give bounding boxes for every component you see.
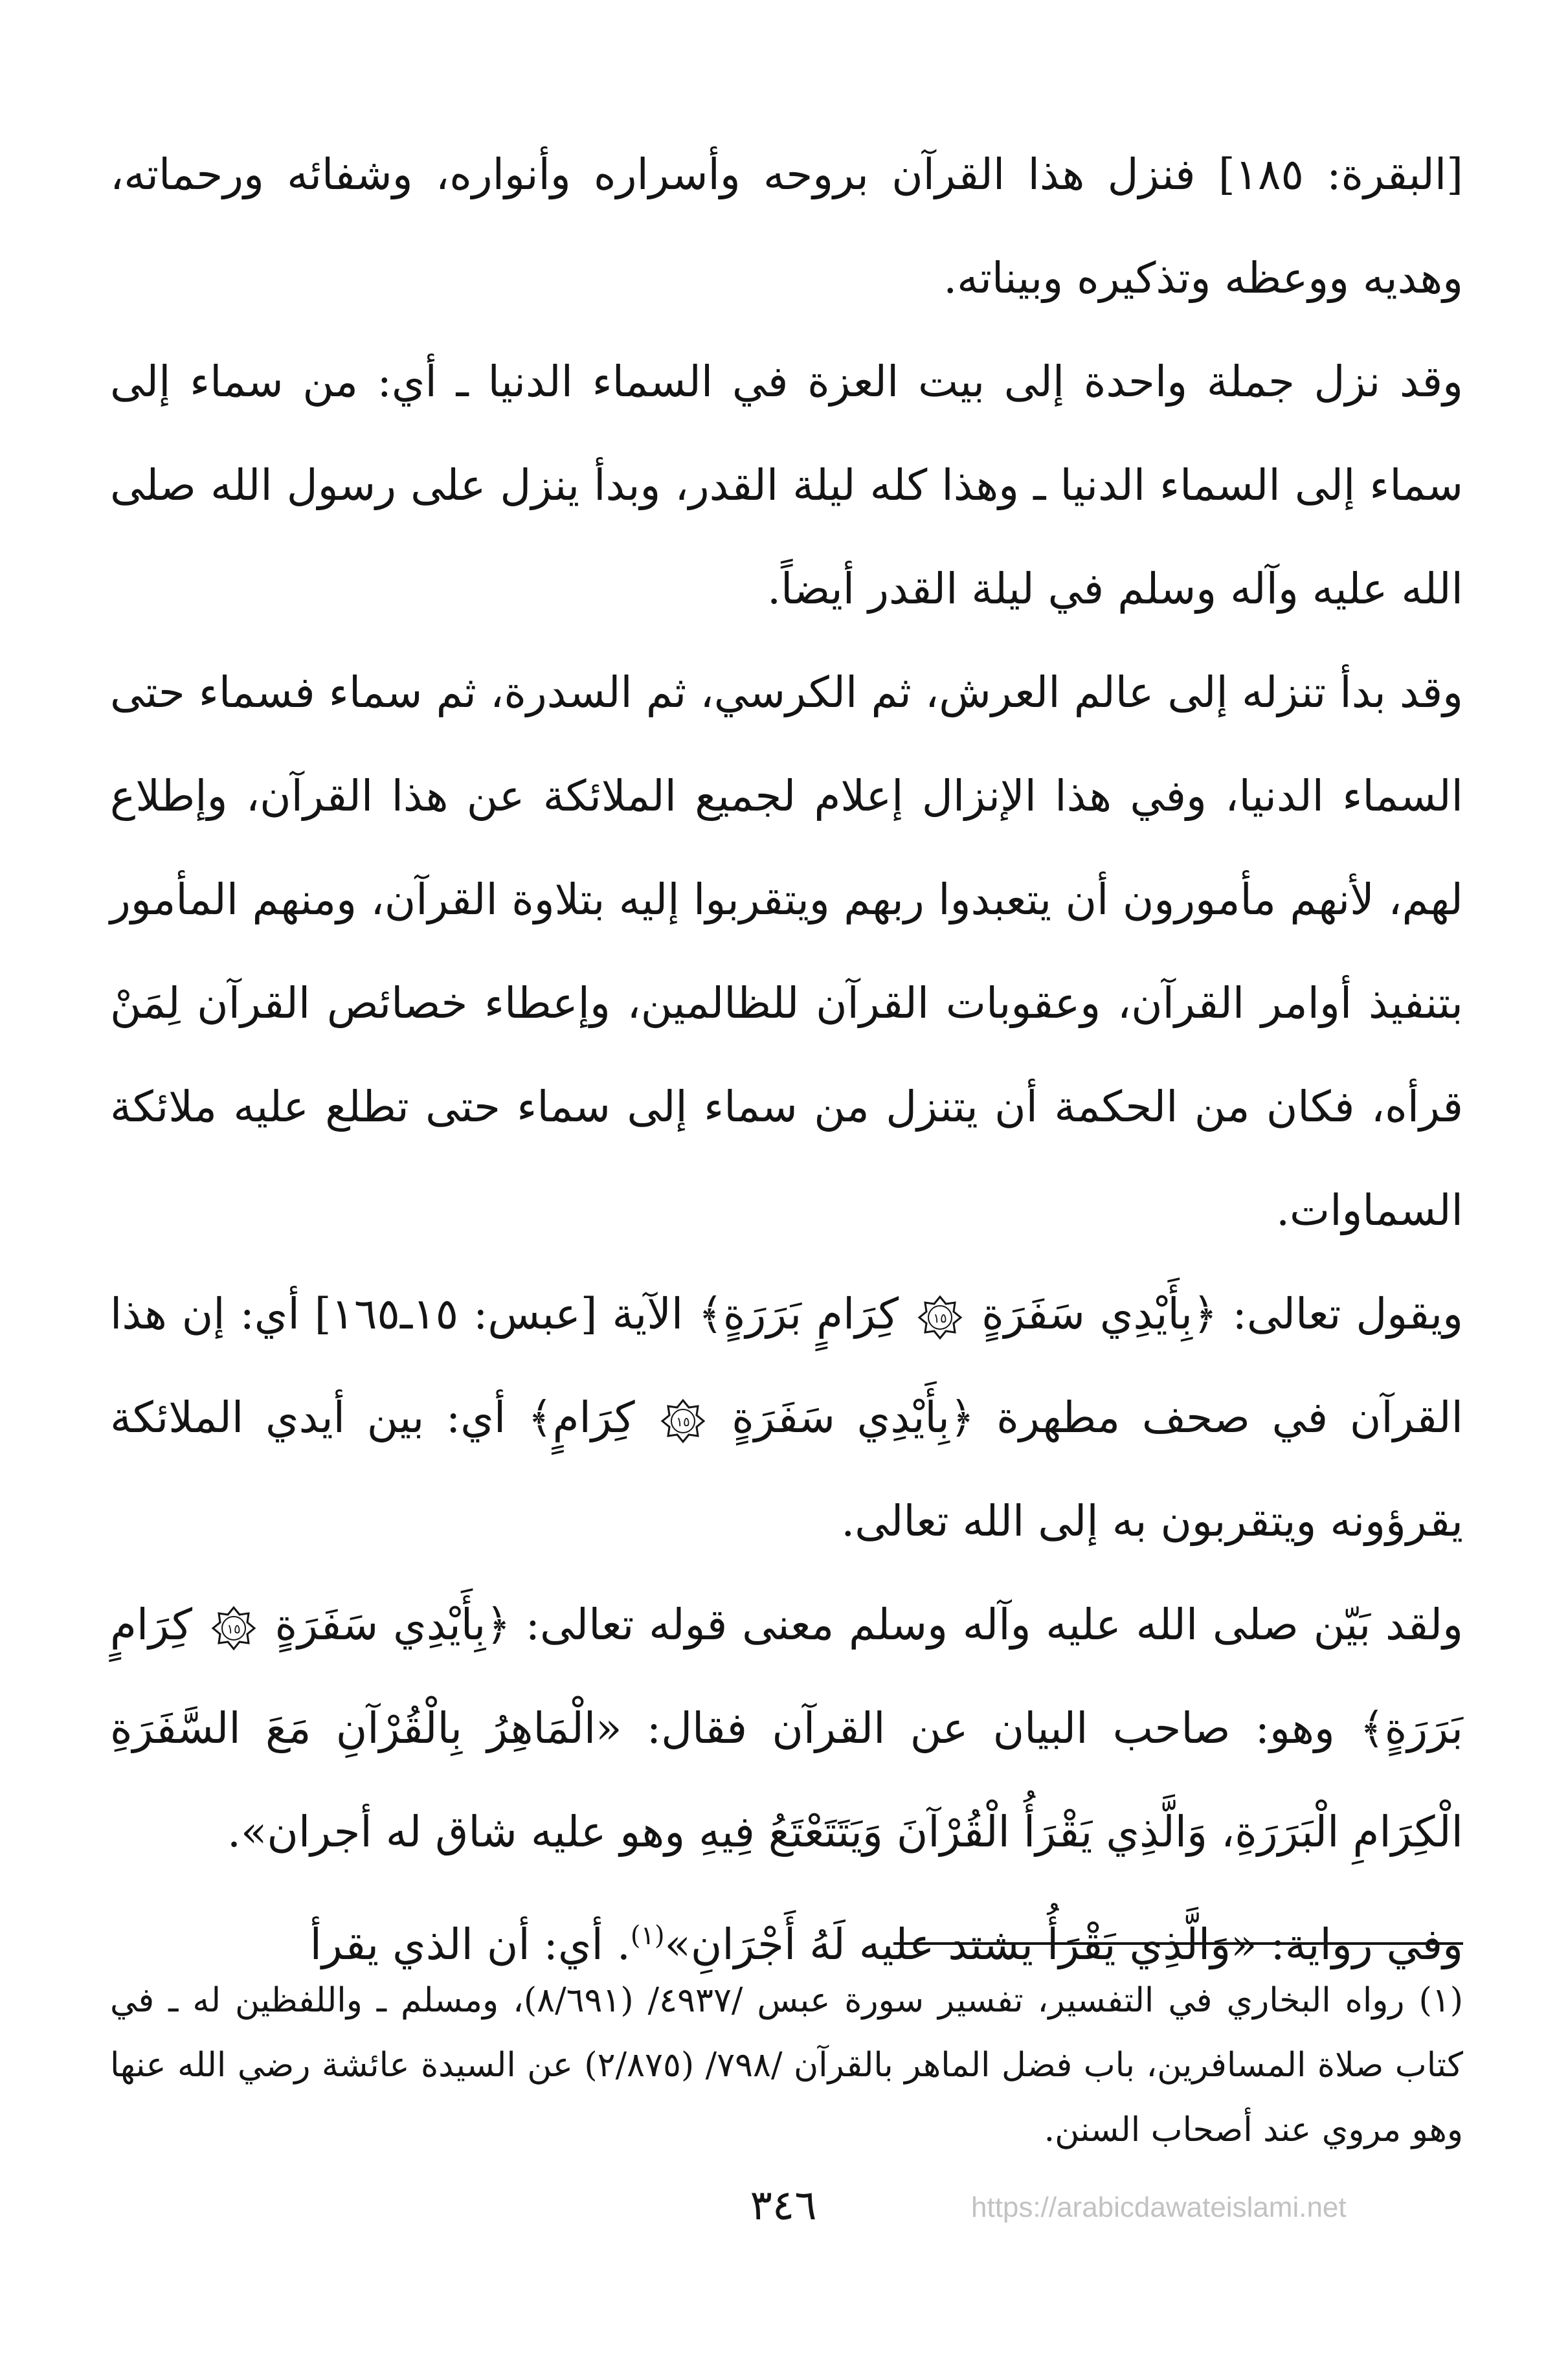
paragraph: [البقرة: ١٨٥] فنزل هذا القرآن بروحه وأسراره وأنواره، وشفائه ورحماته، وهديه ووعظه وتذكيره وبيناته. [110,150,1463,303]
watermark: https://arabicdawateislami.net [971,2191,1347,2223]
paragraph-text: كِرَامٍ بَرَرَةٍ﴾ الآية [عبس: ١٥ـ١٦٥] أي: إن هذا القرآن في صحف مطهرة ﴿بِأَيْدِي سَفَرَةٍ [110,1289,1463,1442]
paragraph: وقد نزل جملة واحدة إلى بيت العزة في السماء الدنيا ـ أي: من سماء إلى سماء إلى السماء الدنيا ـ وهذا كله ليلة القدر، وبدأ ينزل على رسول الله صلى الله عليه وآله وسلم في ليلة القدر أيضاً. [110,357,1463,614]
paragraph-text: . أي: أن الذي يقرأ [309,1920,631,1969]
ayah-number-icon [917,1295,963,1340]
paragraph-text: ولقد بَيّن صلى الله عليه وآله وسلم معنى قوله تعالى: ﴿بِأَيْدِي سَفَرَةٍ [274,1600,1464,1650]
paragraph-quran-quote [110,1262,1463,1573]
ayah-number: ١٥ [227,1621,241,1637]
ayah-number: ١٥ [933,1310,947,1326]
paragraph-text: وفي رواية: «وَالَّذِي يَقْرَأُ يشتد عليه لَهُ أَجْرَانِ» [664,1920,1463,1969]
footnotes [110,1968,1463,2162]
paragraph-text: ويقول تعالى: ﴿بِأَيْدِي سَفَرَةٍ [981,1289,1464,1339]
paragraph: وقد بدأ تنزله إلى عالم العرش، ثم الكرسي، ثم السدرة، ثم سماء فسماء حتى السماء الدنيا، وفي هذا الإنزال إعلام لجميع الملائكة عن هذا القرآن، وإطلاع لهم، لأنهم مأمورون أن يتعبدوا ربهم ويتقربوا إليه بتلاوة القرآن، ومنهم المأمور بتنفيذ أوامر القرآن، وعقوبات القرآن للظالمين، وإعطاء خصائص القرآن لِمَنْ قرأه، فكان من الحكمة أن يتنزل من سماء إلى سماء حتى تطلع عليه ملائكة السماوات. [110,667,1463,1235]
footnote-reference[interactable]: (١) [630,1921,665,1951]
ayah-number: ١٥ [676,1414,691,1429]
paragraph-hadith [110,1573,1463,1884]
ayah-number-icon [660,1398,706,1444]
footnote-divider [893,1942,1463,1945]
paragraph-text: كِرَامٍ بَرَرَةٍ﴾ وهو: صاحب البيان عن القرآن فقال: «الْمَاهِرُ بِالْقُرْآنِ مَعَ السَّفَرَةِ الْكِرَامِ الْبَرَرَةِ، وَالَّذِي يَقْرَأُ الْقُرْآنَ وَيَتَتَعْتَعُ فِيهِ وهو عليه شاق له أجران». [110,1600,1463,1857]
page-body [110,123,1463,1997]
footnote: (١) رواه البخاري في التفسير، تفسير سورة عبس /٤٩٣٧/ (٨/٦٩١)، ومسلم ـ واللفظين له ـ في كتاب صلاة المسافرين، باب فضل الماهر بالقرآن /٧٩٨/ (٢/٨٧٥) عن السيدة عائشة رضي الله عنها وهو مروي عند أصحاب السنن. [110,1981,1463,2149]
page-number: ٣٤٦ [750,2182,817,2230]
paragraph-text: كِرَامٍ﴾ أي: بين أيدي الملائكة يقرؤونه ويتقربون به إلى الله تعالى. [110,1393,1463,1546]
ayah-number-icon [211,1606,256,1651]
